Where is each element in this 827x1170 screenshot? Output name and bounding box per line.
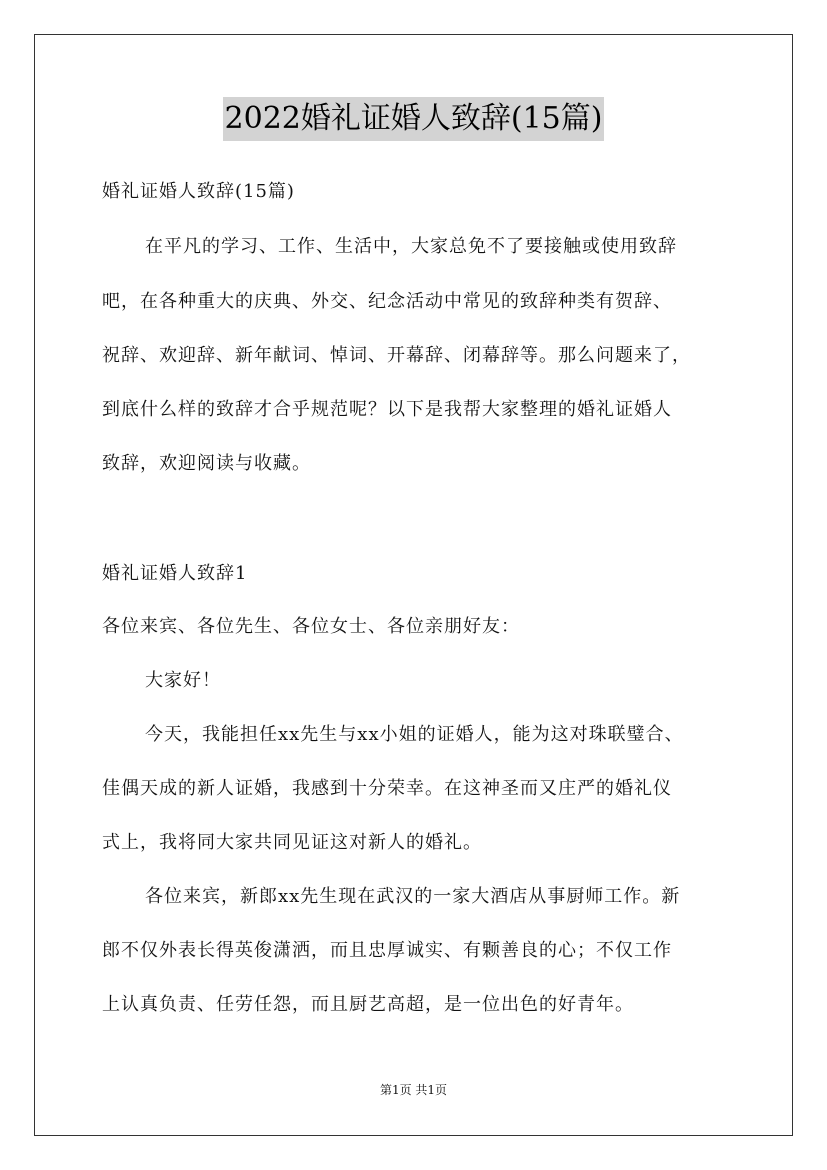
section-heading: 婚礼证婚人致辞1 — [102, 563, 248, 584]
intro-line-3: 祝辞、欢迎辞、新年献词、悼词、开幕辞、闭幕辞等。那么问题来了， — [102, 345, 691, 366]
paragraph1-line-2: 佳偶天成的新人证婚，我感到十分荣幸。在这神圣而又庄严的婚礼仪 — [102, 778, 672, 799]
intro-line-5: 致辞，欢迎阅读与收藏。 — [102, 453, 311, 474]
title-container — [0, 97, 827, 141]
paragraph1-line-1: 今天，我能担任xx先生与xx小姐的证婚人，能为这对珠联璧合、 — [145, 724, 684, 745]
intro-line-2: 吧，在各种重大的庆典、外交、纪念活动中常见的致辞种类有贺辞、 — [102, 291, 672, 312]
paragraph2-line-3: 上认真负责、任劳任怨，而且厨艺高超，是一位出色的好青年。 — [102, 994, 634, 1015]
page-footer: 第1页 共1页 — [379, 1083, 448, 1097]
intro-line-1: 在平凡的学习、工作、生活中，大家总免不了要接触或使用致辞 — [145, 236, 677, 257]
intro-line-4: 到底什么样的致辞才合乎规范呢？以下是我帮大家整理的婚礼证婚人 — [102, 399, 672, 420]
paragraph2-line-1: 各位来宾，新郎xx先生现在武汉的一家大酒店从事厨师工作。新 — [145, 886, 681, 907]
greeting: 大家好！ — [145, 670, 221, 691]
document-title: 2022婚礼证婚人致辞(15篇) — [223, 97, 605, 141]
paragraph2-line-2: 郎不仅外表长得英俊潇洒，而且忠厚诚实、有颗善良的心；不仅工作 — [102, 940, 672, 961]
paragraph1-line-3: 式上，我将同大家共同见证这对新人的婚礼。 — [102, 832, 482, 853]
salutation: 各位来宾、各位先生、各位女士、各位亲朋好友： — [102, 616, 520, 637]
document-subtitle: 婚礼证婚人致辞(15篇) — [102, 181, 295, 202]
